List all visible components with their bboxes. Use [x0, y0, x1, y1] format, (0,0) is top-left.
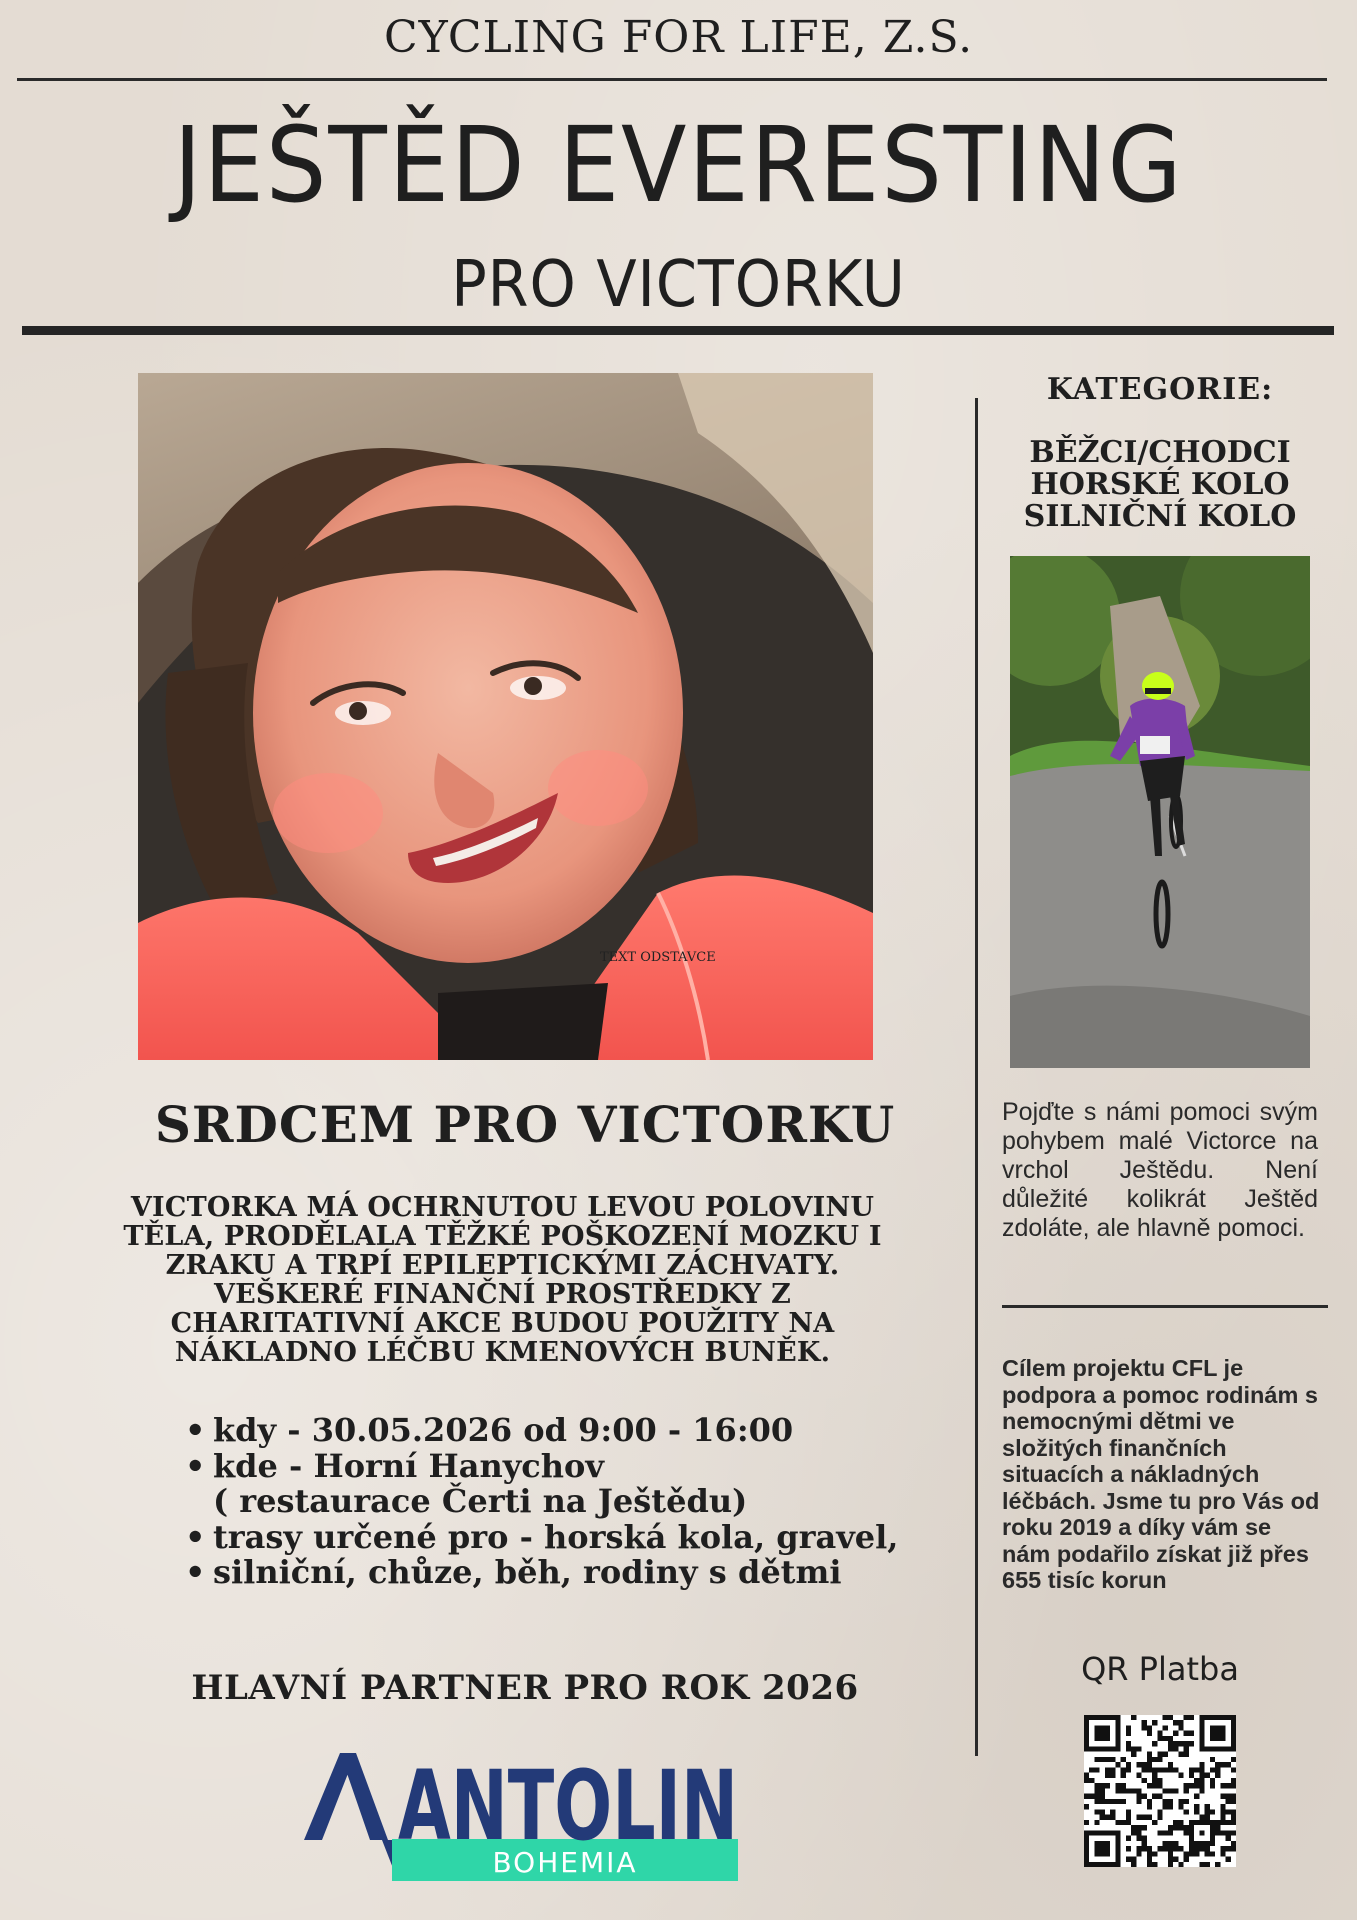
cyclist-illustration [1010, 556, 1310, 1068]
project-paragraph: Cílem projektu CFL je podpora a pomoc rodinám s nemocnými dětmi ve složitých finančních situacích a nákladných léčbách. Jsme tu pro Vás od roku 2019 a díky vám se nám podařilo získat již přes 655 tisíc korun [1002, 1355, 1320, 1593]
info-where-detail: ( restaurace Čerti na Ještědu) [213, 1482, 748, 1520]
child-portrait-illustration [138, 373, 873, 1060]
description-line: VEŠKERÉ FINANČNÍ PROSTŘEDKY Z [213, 1279, 791, 1310]
description-line: NÁKLADNO LÉČBU KMENOVÝCH BUNĚK. [174, 1337, 831, 1368]
victorka-photo [138, 373, 873, 1060]
organization-name: CYCLING FOR LIFE, Z.S. [383, 12, 974, 63]
header-divider [22, 326, 1334, 335]
section-heading: SRDCEM PRO VICTORKU [154, 1095, 896, 1154]
qr-payment-label: QR Platba [1081, 1650, 1239, 1688]
category-road-bike: SILNIČNÍ KOLO [1023, 499, 1297, 534]
logo-subtitle: BOHEMIA [492, 1846, 638, 1879]
event-title: JEŠTĚD EVERESTING [173, 104, 1184, 226]
photo-caption: TEXT ODSTAVCE [600, 950, 716, 965]
category-mountain-bike: HORSKÉ KOLO [1030, 467, 1290, 502]
logo-wordmark: ANTOLIN [398, 1750, 738, 1862]
event-info-list [185, 1413, 945, 1591]
cyclist-photo [1010, 556, 1310, 1068]
categories-heading: KATEGORIE: [1046, 372, 1274, 407]
antolin-bohemia-logo [300, 1735, 740, 1885]
description [90, 1193, 915, 1367]
column-divider [975, 398, 978, 1756]
top-divider [17, 78, 1327, 81]
category-runners-walkers: BĚŽCI/CHODCI [1029, 435, 1291, 470]
sidebar-divider [1002, 1305, 1328, 1308]
qr-payment-code[interactable] [1084, 1715, 1236, 1867]
description-line: CHARITATIVNÍ AKCE BUDOU POUŽITY NA [170, 1308, 835, 1339]
partner-heading: HLAVNÍ PARTNER PRO ROK 2026 [191, 1668, 859, 1708]
antolin-logo-mark [300, 1735, 740, 1885]
description-line: TĚLA, PRODĚLALA TĚŽKÉ POŠKOZENÍ MOZKU I [123, 1221, 882, 1252]
description-line: ZRAKU A TRPÍ EPILEPTICKÝMI ZÁCHVATY. [165, 1250, 840, 1281]
description-line: VICTORKA MÁ OCHRNUTOU LEVOU POLOVINU [130, 1192, 875, 1223]
invite-paragraph: Pojďte s námi pomoci svým pohybem malé Victorce na vrchol Ještědu. Není důležité kolikrát Ještěd zdoláte, ale hlavně pomoci. [1002, 1098, 1318, 1242]
categories-list [1000, 437, 1320, 533]
info-routes: • trasy určené pro - horská kola, gravel, [185, 1520, 945, 1556]
info-when: • kdy - 30.05.2026 od 9:00 - 16:00 [185, 1413, 945, 1449]
info-routes-detail: • silniční, chůze, běh, rodiny s dětmi [185, 1555, 945, 1591]
event-subtitle: PRO VICTORKU [451, 248, 906, 322]
info-where: • kde - Horní Hanychov [185, 1449, 945, 1485]
